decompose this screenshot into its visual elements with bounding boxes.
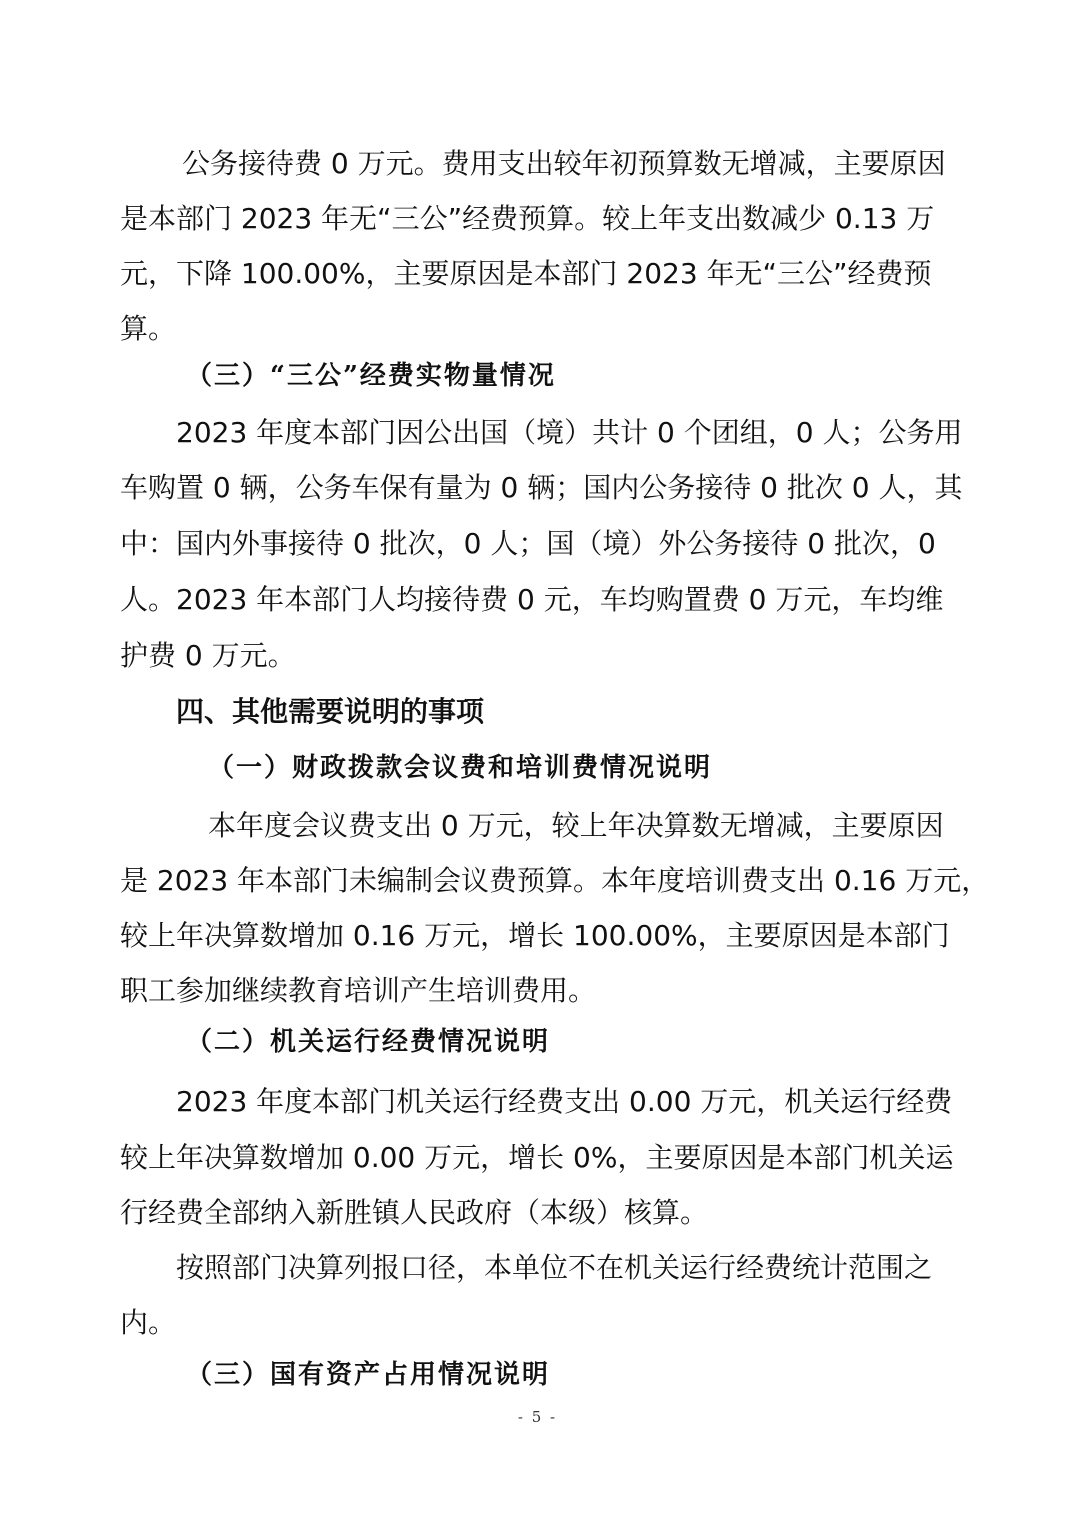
paragraph-line: 行经费全部纳入新胜镇人民政府（本级）核算。 xyxy=(120,1196,709,1229)
paragraph-line: 元，下降 100.00%，主要原因是本部门 2023 年无“三公”经费预 xyxy=(120,257,932,290)
paragraph-line: 本年度会议费支出 0 万元，较上年决算数无增减，主要原因 xyxy=(208,809,944,842)
section-heading: （三）“三公”经费实物量情况 xyxy=(186,361,556,391)
paragraph-line: 是本部门 2023 年无“三公”经费预算。较上年支出数减少 0.13 万 xyxy=(120,202,935,235)
paragraph-line: 算。 xyxy=(120,312,177,345)
section-heading: （一）财政拨款会议费和培训费情况说明 xyxy=(208,753,713,783)
paragraph-line: 车购置 0 辆，公务车保有量为 0 辆；国内公务接待 0 批次 0 人，其 xyxy=(120,471,963,504)
paragraph-line: 按照部门决算列报口径，本单位不在机关运行经费统计范围之 xyxy=(176,1251,933,1284)
page-number: - 5 - xyxy=(517,1408,558,1426)
paragraph-line: 护费 0 万元。 xyxy=(120,639,296,672)
paragraph-line: 2023 年度本部门机关运行经费支出 0.00 万元，机关运行经费 xyxy=(176,1085,953,1118)
section-heading: （三）国有资产占用情况说明 xyxy=(186,1360,551,1390)
paragraph-line: 是 2023 年本部门未编制会议费预算。本年度培训费支出 0.16 万元， xyxy=(120,864,990,897)
section-heading: （二）机关运行经费情况说明 xyxy=(186,1027,551,1057)
paragraph-line: 较上年决算数增加 0.16 万元，增长 100.00%，主要原因是本部门 xyxy=(120,919,950,952)
paragraph-line: 职工参加继续教育培训产生培训费用。 xyxy=(120,974,597,1007)
paragraph-line: 中：国内外事接待 0 批次，0 人；国（境）外公务接待 0 批次，0 xyxy=(120,527,936,560)
chapter-heading: 四、其他需要说明的事项 xyxy=(176,695,485,728)
paragraph-line: 2023 年度本部门因公出国（境）共计 0 个团组，0 人；公务用 xyxy=(176,416,963,449)
paragraph-line: 公务接待费 0 万元。费用支出较年初预算数无增减，主要原因 xyxy=(182,147,946,180)
paragraph-line: 较上年决算数增加 0.00 万元，增长 0%，主要原因是本部门机关运 xyxy=(120,1141,954,1174)
paragraph-line: 内。 xyxy=(120,1306,177,1339)
paragraph-line: 人。2023 年本部门人均接待费 0 元，车均购置费 0 万元，车均维 xyxy=(120,583,944,616)
